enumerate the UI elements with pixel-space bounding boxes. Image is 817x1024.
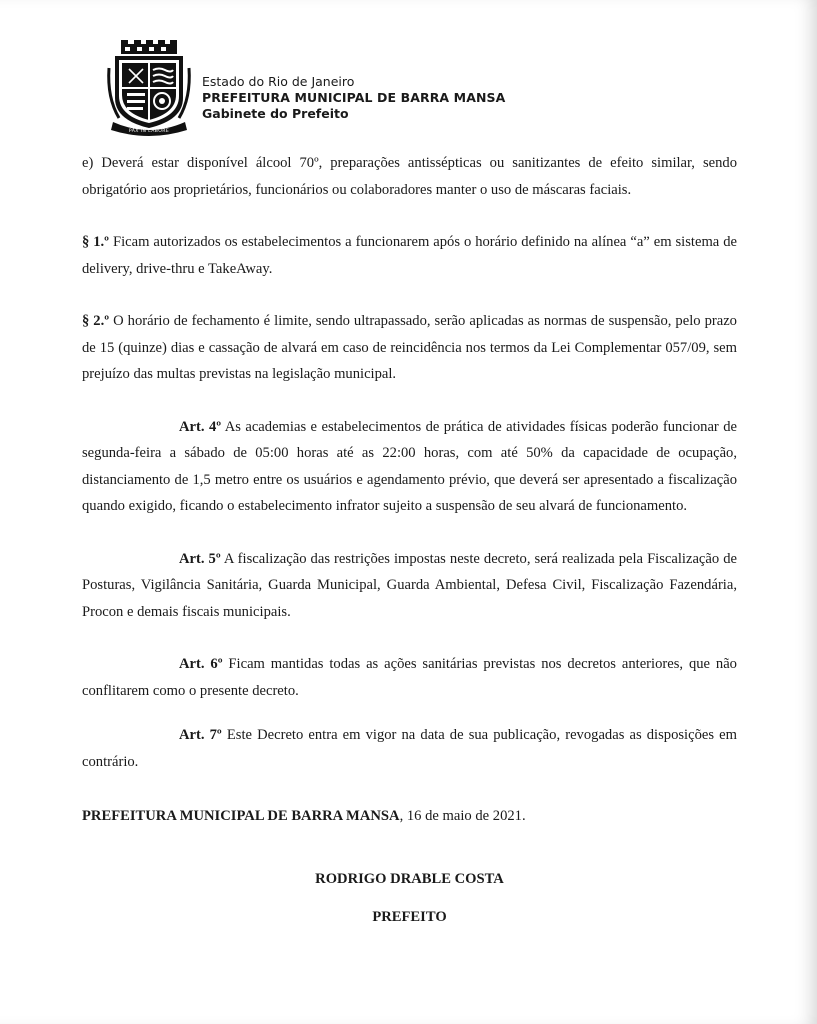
city-hall-name: PREFEITURA MUNICIPAL DE BARRA MANSA [202,90,506,105]
article-7-label: Art. 7º [179,727,222,743]
paragraph-item-e: e) Deverá estar disponível álcool 70º, preparações antissépticas ou sanitizantes de efeito similar, sendo obrigatório aos proprietários, funcionários ou colaboradores manter o uso de máscaras faciais. [82,155,737,198]
article-6-label: Art. 6º [179,656,223,672]
section-1-label: § 1.º [82,234,110,250]
crest-motto: PAX IN LABORE [128,129,170,134]
signer-name: RODRIGO DRABLE COSTA [315,870,504,887]
letterhead [105,38,705,138]
section-2-label: § 2.º [82,313,110,329]
signer-title: PREFEITO [372,909,447,925]
coat-of-arms-icon [105,38,193,136]
paragraph-section-2 [82,308,737,388]
document-body [82,150,737,931]
place-name: PREFEITURA MUNICIPAL DE BARRA MANSA [82,808,400,824]
article-6-text: Ficam mantidas todas as ações sanitárias previstas nos decretos anteriores, que não conflitarem como o presente decreto. [82,656,737,699]
paragraph-section-1 [82,229,737,282]
article-5-text: A fiscalização das restrições impostas neste decreto, será realizada pela Fiscalização de Posturas, Vigilância Sanitária, Guarda Municipal, Guarda Ambiental, Defesa Civil, Fiscalização Fazendária, Procon e demais fiscais municipais. [82,550,737,620]
office-name: Gabinete do Prefeito [202,106,349,121]
place-and-date [82,803,737,830]
article-5-label: Art. 5º [179,550,221,567]
state-name: Estado do Rio de Janeiro [202,74,355,89]
letterhead-text [202,74,505,122]
article-5 [82,546,737,626]
article-7 [82,722,737,775]
article-4-text: As academias e estabelecimentos de prática de atividades físicas poderão funcionar de segunda-feira a sábado de 05:00 horas até as 22:00 horas, com até 50% da capacidade de ocupação, distanciamento de 1,5 metro entre os usuários e agendamento prévio, que deverá ser apresentado a fiscalização quando exigido, ficando o estabelecimento infrator sujeito a suspensão de seu alvará de funcionamento. [82,418,737,514]
article-7-text: Este Decreto entra em vigor na data de sua publicação, revogadas as disposições em contrário. [82,727,737,770]
article-6 [82,651,737,704]
article-4-label: Art. 4º [179,418,222,435]
section-1-text: Ficam autorizados os estabelecimentos a funcionarem após o horário definido na alínea “a” em sistema de delivery, drive-thru e TakeAway. [82,234,737,277]
section-2-text: O horário de fechamento é limite, sendo ultrapassado, serão aplicadas as normas de suspensão, pelo prazo de 15 (quinze) dias e cassação de alvará em caso de reincidência nos termos da Lei Complementar 057/09, sem prejuízo das multas previstas na legislação municipal. [82,313,737,382]
article-4 [82,414,737,520]
signing-date: , 16 de maio de 2021. [399,808,526,824]
